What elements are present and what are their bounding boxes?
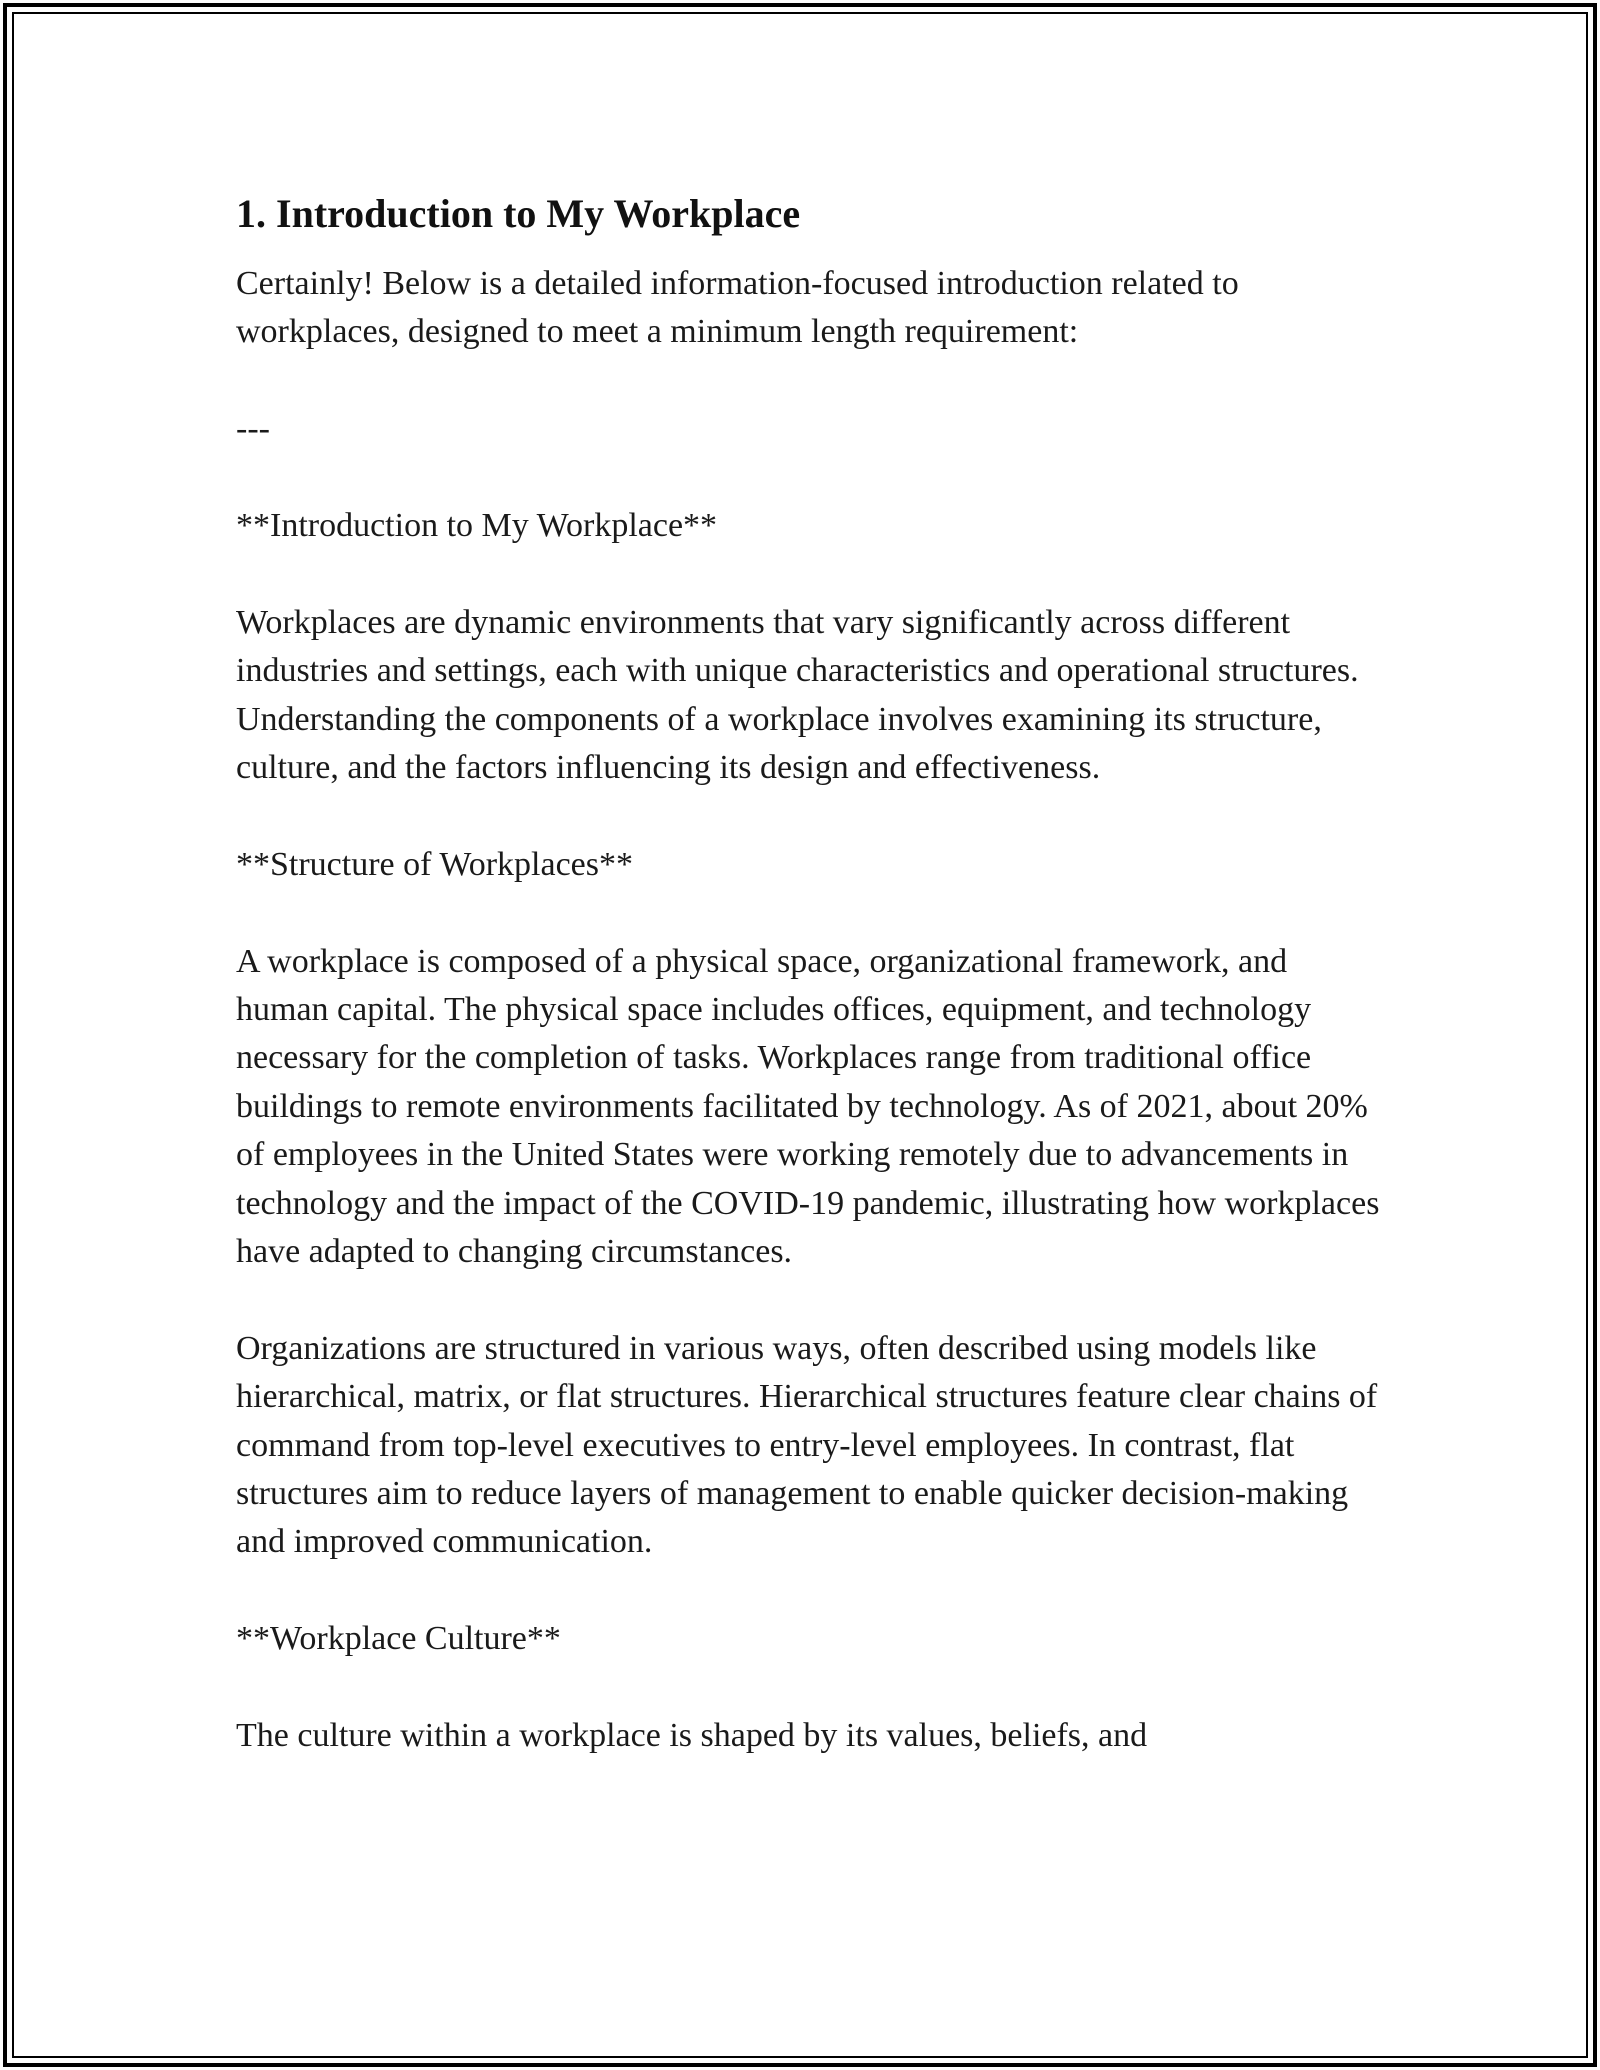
intro-paragraph: Certainly! Below is a detailed information-focused introduction related to workplaces, designed to meet a minimum length requirement:: [236, 265, 1239, 351]
structure-paragraph: A workplace is composed of a physical space, organizational framework, and human capital. The physical space includes offices, equipment, and technology necessary for the completion of tasks. Workplaces range from traditional office buildings to remote environments facilitated by technology. As of 2021, about 20% of employees in the United States were working remotely due to advancements in technology and the impact of the COVID-19 pandemic, illustrating how workplaces have adapted to changing circumstances.: [236, 942, 1380, 1271]
subheading-introduction: **Introduction to My Workplace**: [236, 507, 718, 544]
organizations-paragraph: Organizations are structured in various ways, often described using models like hierarchical, matrix, or flat structures. Hierarchical structures feature clear chains of command from top-level executives to entry-level employees. In contrast, flat structures aim to reduce layers of management to enable quicker decision-making and improved communication.: [236, 1329, 1378, 1561]
culture-paragraph: The culture within a workplace is shaped by its values, beliefs, and: [236, 1717, 1148, 1755]
subheading-structure: **Structure of Workplaces**: [236, 845, 633, 883]
separator-line: ---: [236, 410, 270, 448]
document-body: [236, 188, 1386, 1760]
workplaces-paragraph: Workplaces are dynamic environments that vary significantly across different industries and settings, each with unique characteristics and operational structures. Understanding the components of a workplace involves examining its structure, culture, and the factors influencing its design and effectiveness.: [236, 603, 1359, 787]
section-heading: 1. Introduction to My Workplace: [236, 191, 801, 236]
subheading-culture: **Workplace Culture**: [236, 1620, 561, 1658]
